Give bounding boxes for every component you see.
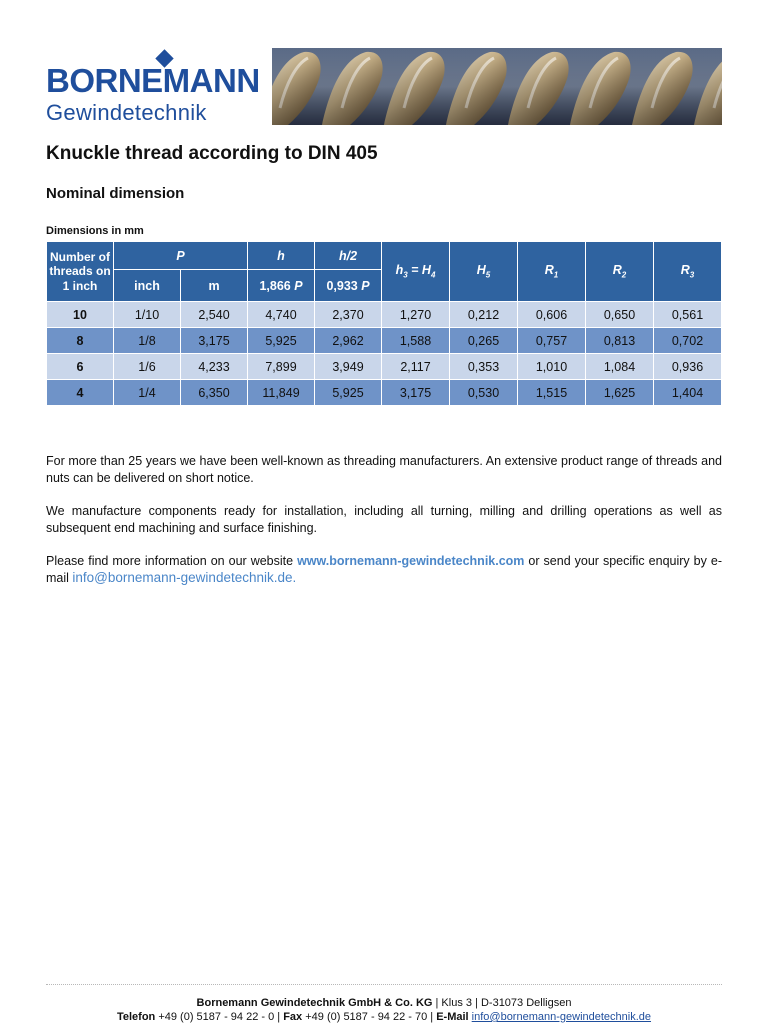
table-cell: 7,899 bbox=[248, 354, 315, 380]
paragraph-history: For more than 25 years we have been well-known as threading manufacturers. An extensive product range of threads and nuts can be delivered on short notice. bbox=[46, 454, 722, 485]
table-cell: 1,010 bbox=[518, 354, 586, 380]
footer-divider bbox=[46, 984, 722, 985]
table-cell: 0,757 bbox=[518, 328, 586, 354]
table-cell: 4,740 bbox=[248, 302, 315, 328]
table-cell: 3,175 bbox=[181, 328, 248, 354]
header-h-factor: 1,866 P bbox=[248, 270, 315, 302]
table-cell: 1,270 bbox=[382, 302, 450, 328]
table-cell: 4 bbox=[47, 380, 114, 406]
table-cell: 1,404 bbox=[654, 380, 722, 406]
table-cell: 0,530 bbox=[450, 380, 518, 406]
header-threads-per-inch: Number of threads on 1 inch bbox=[47, 242, 114, 302]
footer-fax: +49 (0) 5187 - 94 22 - 70 | bbox=[302, 1011, 437, 1023]
table-cell: 1/4 bbox=[114, 380, 181, 406]
table-row bbox=[47, 302, 722, 328]
thread-banner-image bbox=[272, 48, 722, 125]
table-cell: 3,175 bbox=[382, 380, 450, 406]
header-r3: $R_3$ bbox=[654, 242, 722, 302]
table-cell: 0,650 bbox=[586, 302, 654, 328]
table-cell: 6,350 bbox=[181, 380, 248, 406]
paragraph-contact: Please find more information on our website www.bornemann-gewindetechnik.com or send your specific enquiry by e-mail info@bornemann-gewindetechnik.de. bbox=[46, 554, 722, 585]
table-cell: 0,353 bbox=[450, 354, 518, 380]
footer bbox=[46, 996, 722, 1024]
table-cell: 3,949 bbox=[315, 354, 382, 380]
email-link[interactable]: info@bornemann-gewindetechnik.de bbox=[72, 569, 293, 585]
table-cell: 1/10 bbox=[114, 302, 181, 328]
table-cell: 1/8 bbox=[114, 328, 181, 354]
footer-contact-line bbox=[46, 1010, 722, 1024]
footer-email-link[interactable]: info@bornemann-gewindetechnik.de bbox=[471, 1011, 652, 1023]
header-inch: inch bbox=[114, 270, 181, 302]
table-cell: 5,925 bbox=[315, 380, 382, 406]
paragraph-services: We manufacture components ready for installation, including all turning, milling and drilling operations as well as subsequent end machining and surface finishing. bbox=[46, 504, 722, 535]
table-cell: 8 bbox=[47, 328, 114, 354]
table-cell: 2,117 bbox=[382, 354, 450, 380]
table-cell: 6 bbox=[47, 354, 114, 380]
header-r1: $R_1$ bbox=[518, 242, 586, 302]
section-subtitle: Nominal dimension bbox=[46, 185, 185, 202]
description bbox=[46, 453, 722, 603]
footer-fax-label: Fax bbox=[283, 1011, 303, 1023]
table-cell: 1,084 bbox=[586, 354, 654, 380]
table-cell: 0,561 bbox=[654, 302, 722, 328]
brand-subname: Gewindetechnik bbox=[46, 100, 207, 125]
footer-email-label: E-Mail bbox=[436, 1011, 469, 1023]
table-row bbox=[47, 354, 722, 380]
header-r2: $R_2$ bbox=[586, 242, 654, 302]
table-cell: 11,849 bbox=[248, 380, 315, 406]
table-cell: 0,813 bbox=[586, 328, 654, 354]
header-h: h bbox=[248, 242, 315, 270]
thread-photo bbox=[272, 48, 722, 125]
footer-address-line bbox=[46, 996, 722, 1010]
header-h5: $H_5$ bbox=[450, 242, 518, 302]
table-cell: 10 bbox=[47, 302, 114, 328]
thread-dimensions-table bbox=[46, 241, 722, 406]
table-row bbox=[47, 328, 722, 354]
header-m: m bbox=[181, 270, 248, 302]
footer-address: | Klus 3 | D-31073 Delligsen bbox=[432, 997, 572, 1009]
table-cell: 1,588 bbox=[382, 328, 450, 354]
table-cell: 5,925 bbox=[248, 328, 315, 354]
table-cell: 1,515 bbox=[518, 380, 586, 406]
website-link[interactable]: www.bornemann-gewindetechnik.com bbox=[297, 554, 525, 568]
table-row bbox=[47, 380, 722, 406]
table-cell: 0,606 bbox=[518, 302, 586, 328]
dimensions-label: Dimensions in mm bbox=[46, 225, 144, 237]
table-cell: 2,962 bbox=[315, 328, 382, 354]
table-cell: 2,540 bbox=[181, 302, 248, 328]
table-cell: 4,233 bbox=[181, 354, 248, 380]
table-cell: 0,936 bbox=[654, 354, 722, 380]
footer-company: Bornemann Gewindetechnik GmbH & Co. KG bbox=[196, 997, 433, 1009]
table-cell: 1,625 bbox=[586, 380, 654, 406]
table-cell: 0,265 bbox=[450, 328, 518, 354]
footer-tel-label: Telefon bbox=[116, 1011, 156, 1023]
footer-tel: +49 (0) 5187 - 94 22 - 0 | bbox=[155, 1011, 284, 1023]
header-h3-h4: $h_3 = H_4$ bbox=[382, 242, 450, 302]
header-h-half-factor: 0,933 P bbox=[315, 270, 382, 302]
header-h-half: h/2 bbox=[315, 242, 382, 270]
header-p: P bbox=[114, 242, 248, 270]
table-cell: 0,212 bbox=[450, 302, 518, 328]
brand-logo bbox=[46, 50, 260, 128]
table-cell: 1/6 bbox=[114, 354, 181, 380]
brand-name: BORNEMANN bbox=[46, 62, 260, 99]
table-cell: 0,702 bbox=[654, 328, 722, 354]
page-title: Knuckle thread according to DIN 405 bbox=[46, 143, 378, 164]
table-cell: 2,370 bbox=[315, 302, 382, 328]
